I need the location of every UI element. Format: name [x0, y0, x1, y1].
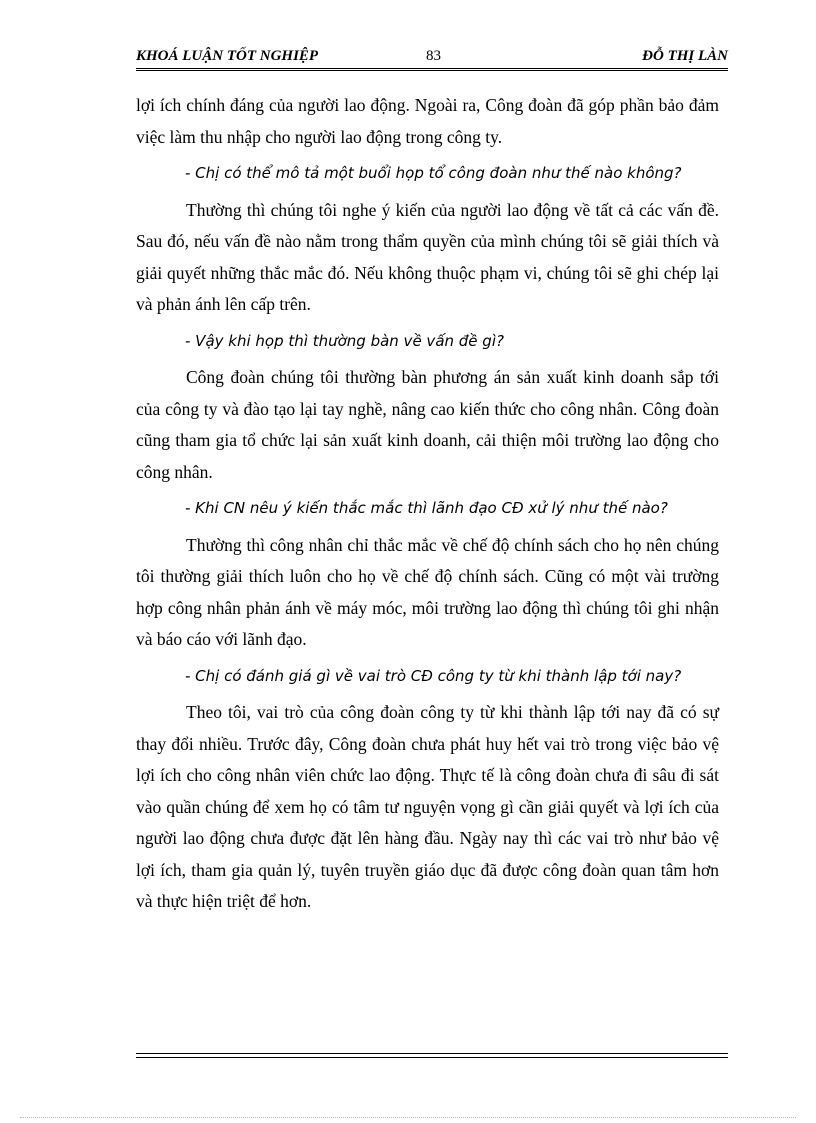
- question-4: - Chị có đánh giá gì về vai trò CĐ công ty từ khi thành lập tới nay?: [185, 666, 682, 685]
- page-header: [136, 48, 728, 68]
- header-author-name: ĐỖ THỊ LÀN: [642, 48, 728, 64]
- header-double-rule: [136, 68, 728, 71]
- question-2: - Vậy khi họp thì thường bàn về vấn đề gì?: [185, 331, 504, 350]
- paragraph-2: Thường thì chúng tôi nghe ý kiến của người lao động về tất cả các vấn đề. Sau đó, nếu vấn đề nào nằm trong thẩm quyền của mình chúng tôi sẽ giải thích và giải quyết những thắc mắc đó. Nếu không thuộc phạm vi, chúng tôi sẽ ghi chép lại và phản ánh lên cấp trên.: [136, 199, 719, 314]
- page-edge-dotted-line: [20, 1117, 796, 1118]
- question-1: - Chị có thể mô tả một buổi họp tổ công đoàn như thế nào không?: [185, 164, 682, 182]
- paragraph-1: lợi ích chính đáng của người lao động. Ngoài ra, Công đoàn đã góp phần bảo đảm việc làm thu nhập cho người lao động trong công ty.: [136, 95, 719, 147]
- document-body: [136, 90, 719, 923]
- question-3: - Khi CN nêu ý kiến thắc mắc thì lãnh đạo CĐ xử lý như thế nào?: [185, 499, 668, 517]
- page-number: 83: [426, 48, 441, 64]
- paragraph-5: Theo tôi, vai trò của công đoàn công ty từ khi thành lập tới nay đã có sự thay đổi nhiều. Trước đây, Công đoàn chưa phát huy hết vai trò trong việc bảo vệ lợi ích cho công nhân viên chức lao động. Thực tế là công đoàn chưa đi sâu đi sát vào quần chúng để xem họ có tâm tư nguyện vọng gì cần giải quyết và lợi ích của người lao động chưa được đặt lên hàng đầu. Ngày nay thì các vai trò như bảo vệ lợi ích, tham gia quản lý, tuyên truyền giáo dục đã được công đoàn quan tâm hơn và thực hiện triệt để hơn.: [136, 702, 719, 911]
- footer-double-rule: [136, 1053, 728, 1058]
- paragraph-4: Thường thì công nhân chỉ thắc mắc về chế độ chính sách cho họ nên chúng tôi thường giải thích luôn cho họ về chế độ chính sách. Cũng có một vài trường hợp công nhân phản ánh về máy móc, môi trường lao động thì chúng tôi ghi nhận và báo cáo với lãnh đạo.: [136, 534, 719, 649]
- paragraph-3: Công đoàn chúng tôi thường bàn phương án sản xuất kinh doanh sắp tới của công ty và đào tạo lại tay nghề, nâng cao kiến thức cho công nhân. Công đoàn cũng tham gia tổ chức lại sản xuất kinh doanh, cải thiện môi trường lao động cho công nhân.: [136, 367, 719, 482]
- header-thesis-title: KHOÁ LUẬN TỐT NGHIỆP: [136, 48, 319, 64]
